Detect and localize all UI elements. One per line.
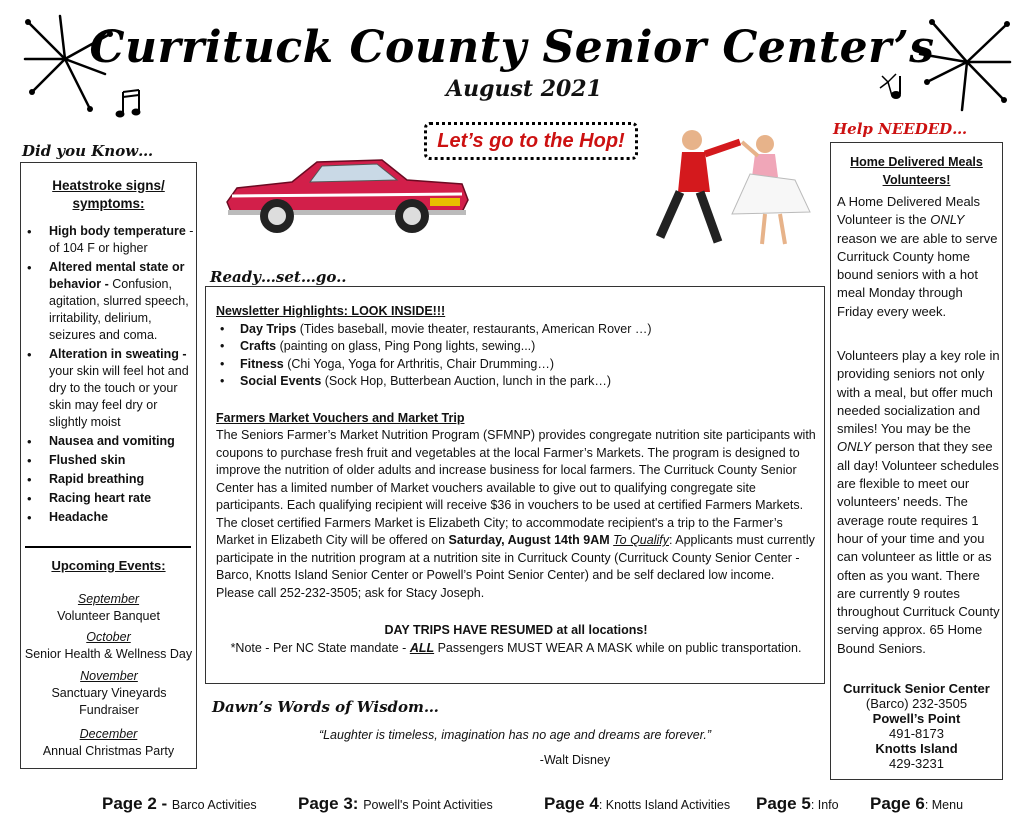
- highlights-list: [216, 321, 816, 391]
- footer-page-4: Page 4: Knotts Island Activities: [544, 794, 731, 813]
- footer-page-2: Page 2 - Barco Activities: [102, 794, 257, 813]
- mask-note: *Note - Per NC State mandate - ALL Passengers MUST WEAR A MASK while on public transportation.: [230, 640, 802, 655]
- page-title: Currituck County Senior Center’s: [89, 22, 935, 73]
- list-item: • Fitness (Chi Yoga, Yoga for Arthritis, Chair Drumming…): [216, 356, 816, 374]
- footer-page-3: Page 3: Powell's Point Activities: [298, 794, 493, 813]
- heatstroke-title: Heatstroke signs/ symptoms:: [52, 178, 165, 211]
- footer-page-6: Page 6: Menu: [870, 794, 964, 813]
- list-item: • Racing heart rate: [25, 490, 195, 507]
- did-you-know-heading: Did you Know…: [22, 142, 154, 160]
- dancing-couple-image: [650, 122, 820, 252]
- volunteer-paragraph-1: A Home Delivered Meals Volunteer is the ONLY reason we are able to serve Currituck County home bound seniors with a hot meal Monday through Friday every week.: [837, 194, 998, 319]
- farmers-market-text: The Seniors Farmer’s Market Nutrition Program (SFMNP) provides congregate nutrition site participants with coupons to purchase fresh fruit and vegetables at the local Farmer’s Markets. The program is designed to improve the nutrition of older adults and increase business for local farmers. The Currituck County Senior Center has a limited number of Market vouchers available to give out to qualifying congregate site participants. Each qualifying recipient will receive $36 in vouchers to be used at certified Farmers Markets. The closet certified Farmers Market is Elizabeth City; to accommodate recipient's a trip to the Farmer’s Market in Elizabeth City will be offered on Saturday, August 14th 9AM To Qualify: Applicants must currently participate in the nutrition program at a nutrition site in Currituck County (Currituck County Senior Center - Barco, Knotts Island Senior Center or Powell’s Point Senior Center) and be self declared low income. Please call 252-232-3505; ask for Stacy Joseph.: [216, 428, 816, 600]
- contact-list: Currituck Senior Center (Barco) 232-3505 Powell’s Point 491-8173 Knotts Island 429-3231: [843, 681, 990, 771]
- day-trips-notice: DAY TRIPS HAVE RESUMED at all locations!: [384, 623, 648, 637]
- quote-author: -Walt Disney: [539, 753, 611, 767]
- event-item: November Sanctuary Vineyards Fundraiser: [51, 669, 167, 717]
- list-item: • Nausea and vomiting: [25, 433, 195, 450]
- highlights-box: [205, 286, 825, 684]
- event-item: September Volunteer Banquet: [57, 592, 160, 623]
- list-item: • Rapid breathing: [25, 471, 195, 488]
- footer-page-5: Page 5: Info: [756, 794, 839, 813]
- heatstroke-list: [25, 223, 195, 528]
- highlights-title: Newsletter Highlights: LOOK INSIDE!!!: [216, 304, 446, 318]
- list-item: • Alteration in sweating - your skin will feel hot and dry to the touch or your skin may feel dry or slightly moist: [25, 346, 195, 431]
- list-item: • Headache: [25, 509, 195, 526]
- dawn-wisdom-heading: Dawn’s Words of Wisdom…: [212, 698, 439, 716]
- list-item: • Day Trips (Tides baseball, movie theater, restaurants, American Rover …): [216, 321, 816, 339]
- quote-text: “Laughter is timeless, imagination has no age and dreams are forever.”: [318, 728, 712, 742]
- divider: [25, 546, 191, 548]
- page-subtitle: August 2021: [446, 76, 602, 102]
- hop-callout: Let’s go to the Hop!: [424, 122, 638, 160]
- list-item: • Social Events (Sock Hop, Butterbean Auction, lunch in the park…): [216, 373, 816, 391]
- did-you-know-box: [20, 162, 197, 769]
- volunteer-box: [830, 142, 1003, 780]
- volunteer-paragraph-2: Volunteers play a key role in providing seniors not only with a meal, but offer much needed socialization and smiles! You may be the ONLY person that they see all day! Volunteer schedules are flexible to meet our volunteers’ needs. The average route requires 1 hour of your time and you can volunteer as little or as often as you want. There are currently 9 routes throughout Currituck County serving approx. 65 Home Bound Seniors.: [837, 348, 1000, 656]
- farmers-market-title: Farmers Market Vouchers and Market Trip: [216, 410, 465, 425]
- list-item: • Crafts (painting on glass, Ping Pong lights, sewing...): [216, 338, 816, 356]
- list-item: • High body temperature - of 104 F or higher: [25, 223, 195, 257]
- upcoming-events-title: Upcoming Events:: [51, 558, 166, 573]
- event-item: October Senior Health & Wellness Day: [24, 630, 193, 661]
- ready-heading: Ready…set…go..: [210, 268, 347, 286]
- event-item: December Annual Christmas Party: [42, 727, 175, 758]
- hdm-title: Home Delivered Meals Volunteers!: [850, 155, 983, 187]
- list-item: • Flushed skin: [25, 452, 195, 469]
- help-needed-heading: Help NEEDED…: [833, 120, 968, 138]
- list-item: • Altered mental state or behavior - Confusion, agitation, slurred speech, irritability, delirium, seizures and coma.: [25, 259, 195, 344]
